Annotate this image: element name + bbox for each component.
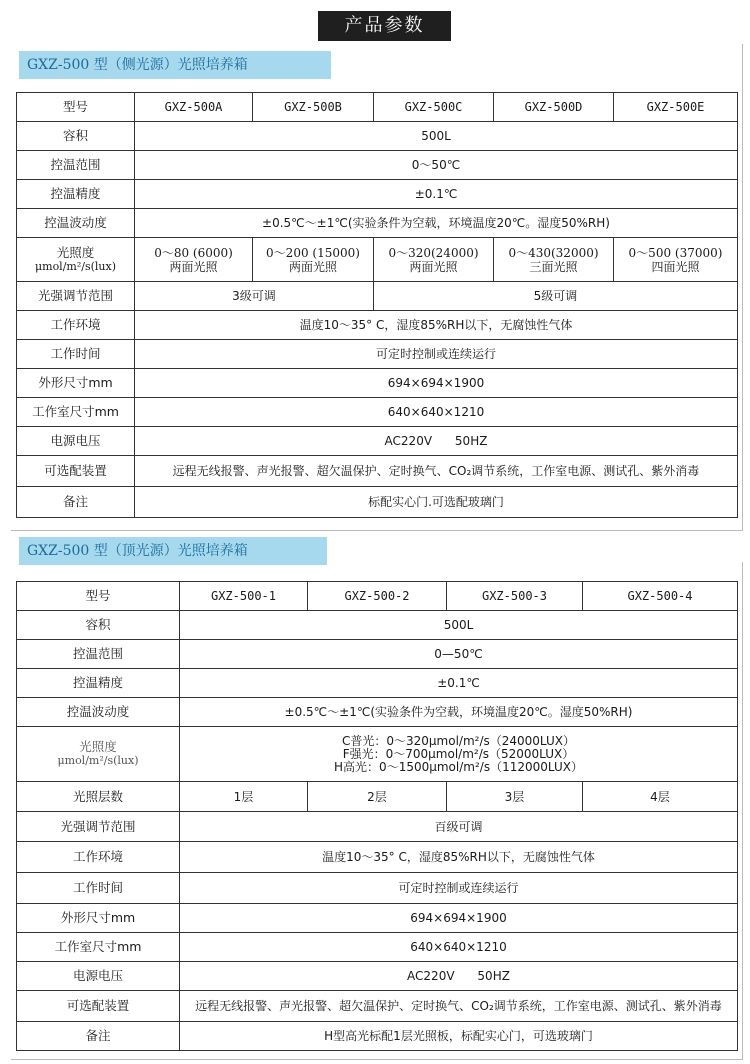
light-adjust-a: 3级可调 [135,282,374,311]
table-row [17,904,738,933]
section2-heading: GXZ-500 型（顶光源）光照培养箱 [19,537,327,565]
illum-range: 0～200 (15000) [266,245,360,260]
power-value: AC220V 50HZ [135,427,738,456]
env-label: 工作环境 [17,842,180,873]
layers-cell: 2层 [308,782,447,812]
illum-label-title: 光照度 [79,739,117,754]
illum-sides: 两面光照 [409,259,458,274]
table-row [17,669,738,698]
illum-line-high: H高光：0～1500μmol/m²/s（112000LUX） [334,759,583,774]
illum-cell [374,238,494,282]
temp-precision-label: 控温精度 [17,180,135,209]
spec-table-side-light [16,92,738,518]
model-cell: GXZ-500D [494,93,614,122]
model-cell: GXZ-500C [374,93,494,122]
illum-label [17,238,135,282]
model-cell: GXZ-500B [253,93,374,122]
temp-precision-label: 控温精度 [17,669,180,698]
env-label: 工作环境 [17,311,135,340]
illum-label-title: 光照度 [56,244,95,260]
temp-fluct-label: 控温波动度 [17,698,180,727]
illum-sides: 两面光照 [288,259,337,274]
model-cell: GXZ-500E [614,93,738,122]
illum-cell [135,238,253,282]
table-row [17,1022,738,1051]
model-label: 型号 [17,582,180,611]
table-row [17,398,738,427]
power-label: 电源电压 [17,962,180,991]
outer-size-label: 外形尺寸mm [17,904,180,933]
layers-label: 光照层数 [17,782,180,812]
chamber-size-label: 工作室尺寸mm [17,933,180,962]
illum-sides: 两面光照 [169,259,218,274]
temp-range-label: 控温范围 [17,640,180,669]
time-label: 工作时间 [17,340,135,369]
temp-precision-value: ±0.1℃ [135,180,738,209]
temp-fluct-label: 控温波动度 [17,209,135,238]
table-row [17,340,738,369]
table-row [17,842,738,873]
light-adjust-label: 光强调节范围 [17,812,180,842]
outer-size-value: 694×694×1900 [180,904,738,933]
illum-cell [494,238,614,282]
illum-range: 0～320(24000) [388,245,479,260]
outer-size-value: 694×694×1900 [135,369,738,398]
options-value: 远程无线报警、声光报警、超欠温保护、定时换气、CO₂调节系统，工作室电源、测试孔、紫外消毒 [180,991,738,1022]
table-row [17,727,738,782]
light-adjust-b: 5级可调 [374,282,738,311]
model-cell: GXZ-500-1 [180,582,308,611]
table-row [17,151,738,180]
illum-line-normal: C普光：0～320μmol/m²/s（24000LUX） [341,733,576,748]
illum-range: 0～80 (6000) [154,245,233,260]
table-row [17,611,738,640]
illum-label-unit: μmol/m²/s(lux) [34,259,116,273]
notes-value: H型高光标配1层光照板，标配实心门，可选玻璃门 [180,1022,738,1051]
notes-label: 备注 [17,1022,180,1051]
illum-label-unit: μmol/m²/s(lux) [57,754,139,767]
chamber-size-label: 工作室尺寸mm [17,398,135,427]
table-row [17,93,738,122]
table-row [17,282,738,311]
temp-fluct-value: ±0.5℃～±1℃(实验条件为空载，环境温度20℃。湿度50%RH) [135,209,738,238]
illum-sides: 三面光照 [529,259,578,274]
model-cell: GXZ-500-3 [447,582,583,611]
time-label: 工作时间 [17,873,180,904]
page-title: 产品参数 [318,11,451,41]
illum-label [17,727,180,782]
light-adjust-label: 光强调节范围 [17,282,135,311]
temp-range-label: 控温范围 [17,151,135,180]
volume-value: 500L [180,611,738,640]
time-value: 可定时控制或连续运行 [180,873,738,904]
table-row [17,991,738,1022]
table-row [17,640,738,669]
illum-value [180,727,738,782]
volume-label: 容积 [17,611,180,640]
power-label: 电源电压 [17,427,135,456]
chamber-size-value: 640×640×1210 [180,933,738,962]
table-row [17,487,738,518]
options-value: 远程无线报警、声光报警、超欠温保护、定时换气、CO₂调节系统，工作室电源、测试孔、紫外消毒 [135,456,738,487]
notes-value: 标配实心门.可选配玻璃门 [135,487,738,518]
volume-value: 500L [135,122,738,151]
chamber-size-value: 640×640×1210 [135,398,738,427]
illum-sides: 四面光照 [651,259,700,274]
model-cell: GXZ-500-4 [583,582,738,611]
light-adjust-value: 百级可调 [180,812,738,842]
env-value: 温度10～35° C，湿度85%RH以下，无腐蚀性气体 [135,311,738,340]
temp-fluct-value: ±0.5℃～±1℃(实验条件为空载，环境温度20℃。湿度50%RH) [180,698,738,727]
model-cell: GXZ-500-2 [308,582,447,611]
layers-cell: 4层 [583,782,738,812]
illum-cell [253,238,374,282]
table-row [17,933,738,962]
table-row [17,782,738,812]
outer-size-label: 外形尺寸mm [17,369,135,398]
spec-table-top-light [16,581,738,1051]
table-row [17,456,738,487]
temp-range-value: 0～50℃ [135,151,738,180]
illum-cell [614,238,738,282]
table-row [17,238,738,282]
layers-cell: 1层 [180,782,308,812]
table-row [17,812,738,842]
notes-label: 备注 [17,487,135,518]
options-label: 可选配装置 [17,456,135,487]
table-row [17,582,738,611]
table-row [17,962,738,991]
time-value: 可定时控制或连续运行 [135,340,738,369]
table-row [17,311,738,340]
model-label: 型号 [17,93,135,122]
options-label: 可选配装置 [17,991,180,1022]
table-row [17,122,738,151]
table-row [17,209,738,238]
table-row [17,180,738,209]
table-row [17,873,738,904]
table-row [17,698,738,727]
section1-heading: GXZ-500 型（侧光源）光照培养箱 [19,51,331,79]
env-value: 温度10～35° C，湿度85%RH以下，无腐蚀性气体 [180,842,738,873]
model-cell: GXZ-500A [135,93,253,122]
illum-range: 0～430(32000) [508,245,599,260]
table-row [17,369,738,398]
illum-range: 0～500 (37000) [628,245,723,260]
table-row [17,427,738,456]
temp-precision-value: ±0.1℃ [180,669,738,698]
power-value: AC220V 50HZ [180,962,738,991]
illum-line-strong: F强光：0～700μmol/m²/s（52000LUX） [342,746,575,761]
temp-range-value: 0—50℃ [180,640,738,669]
volume-label: 容积 [17,122,135,151]
layers-cell: 3层 [447,782,583,812]
